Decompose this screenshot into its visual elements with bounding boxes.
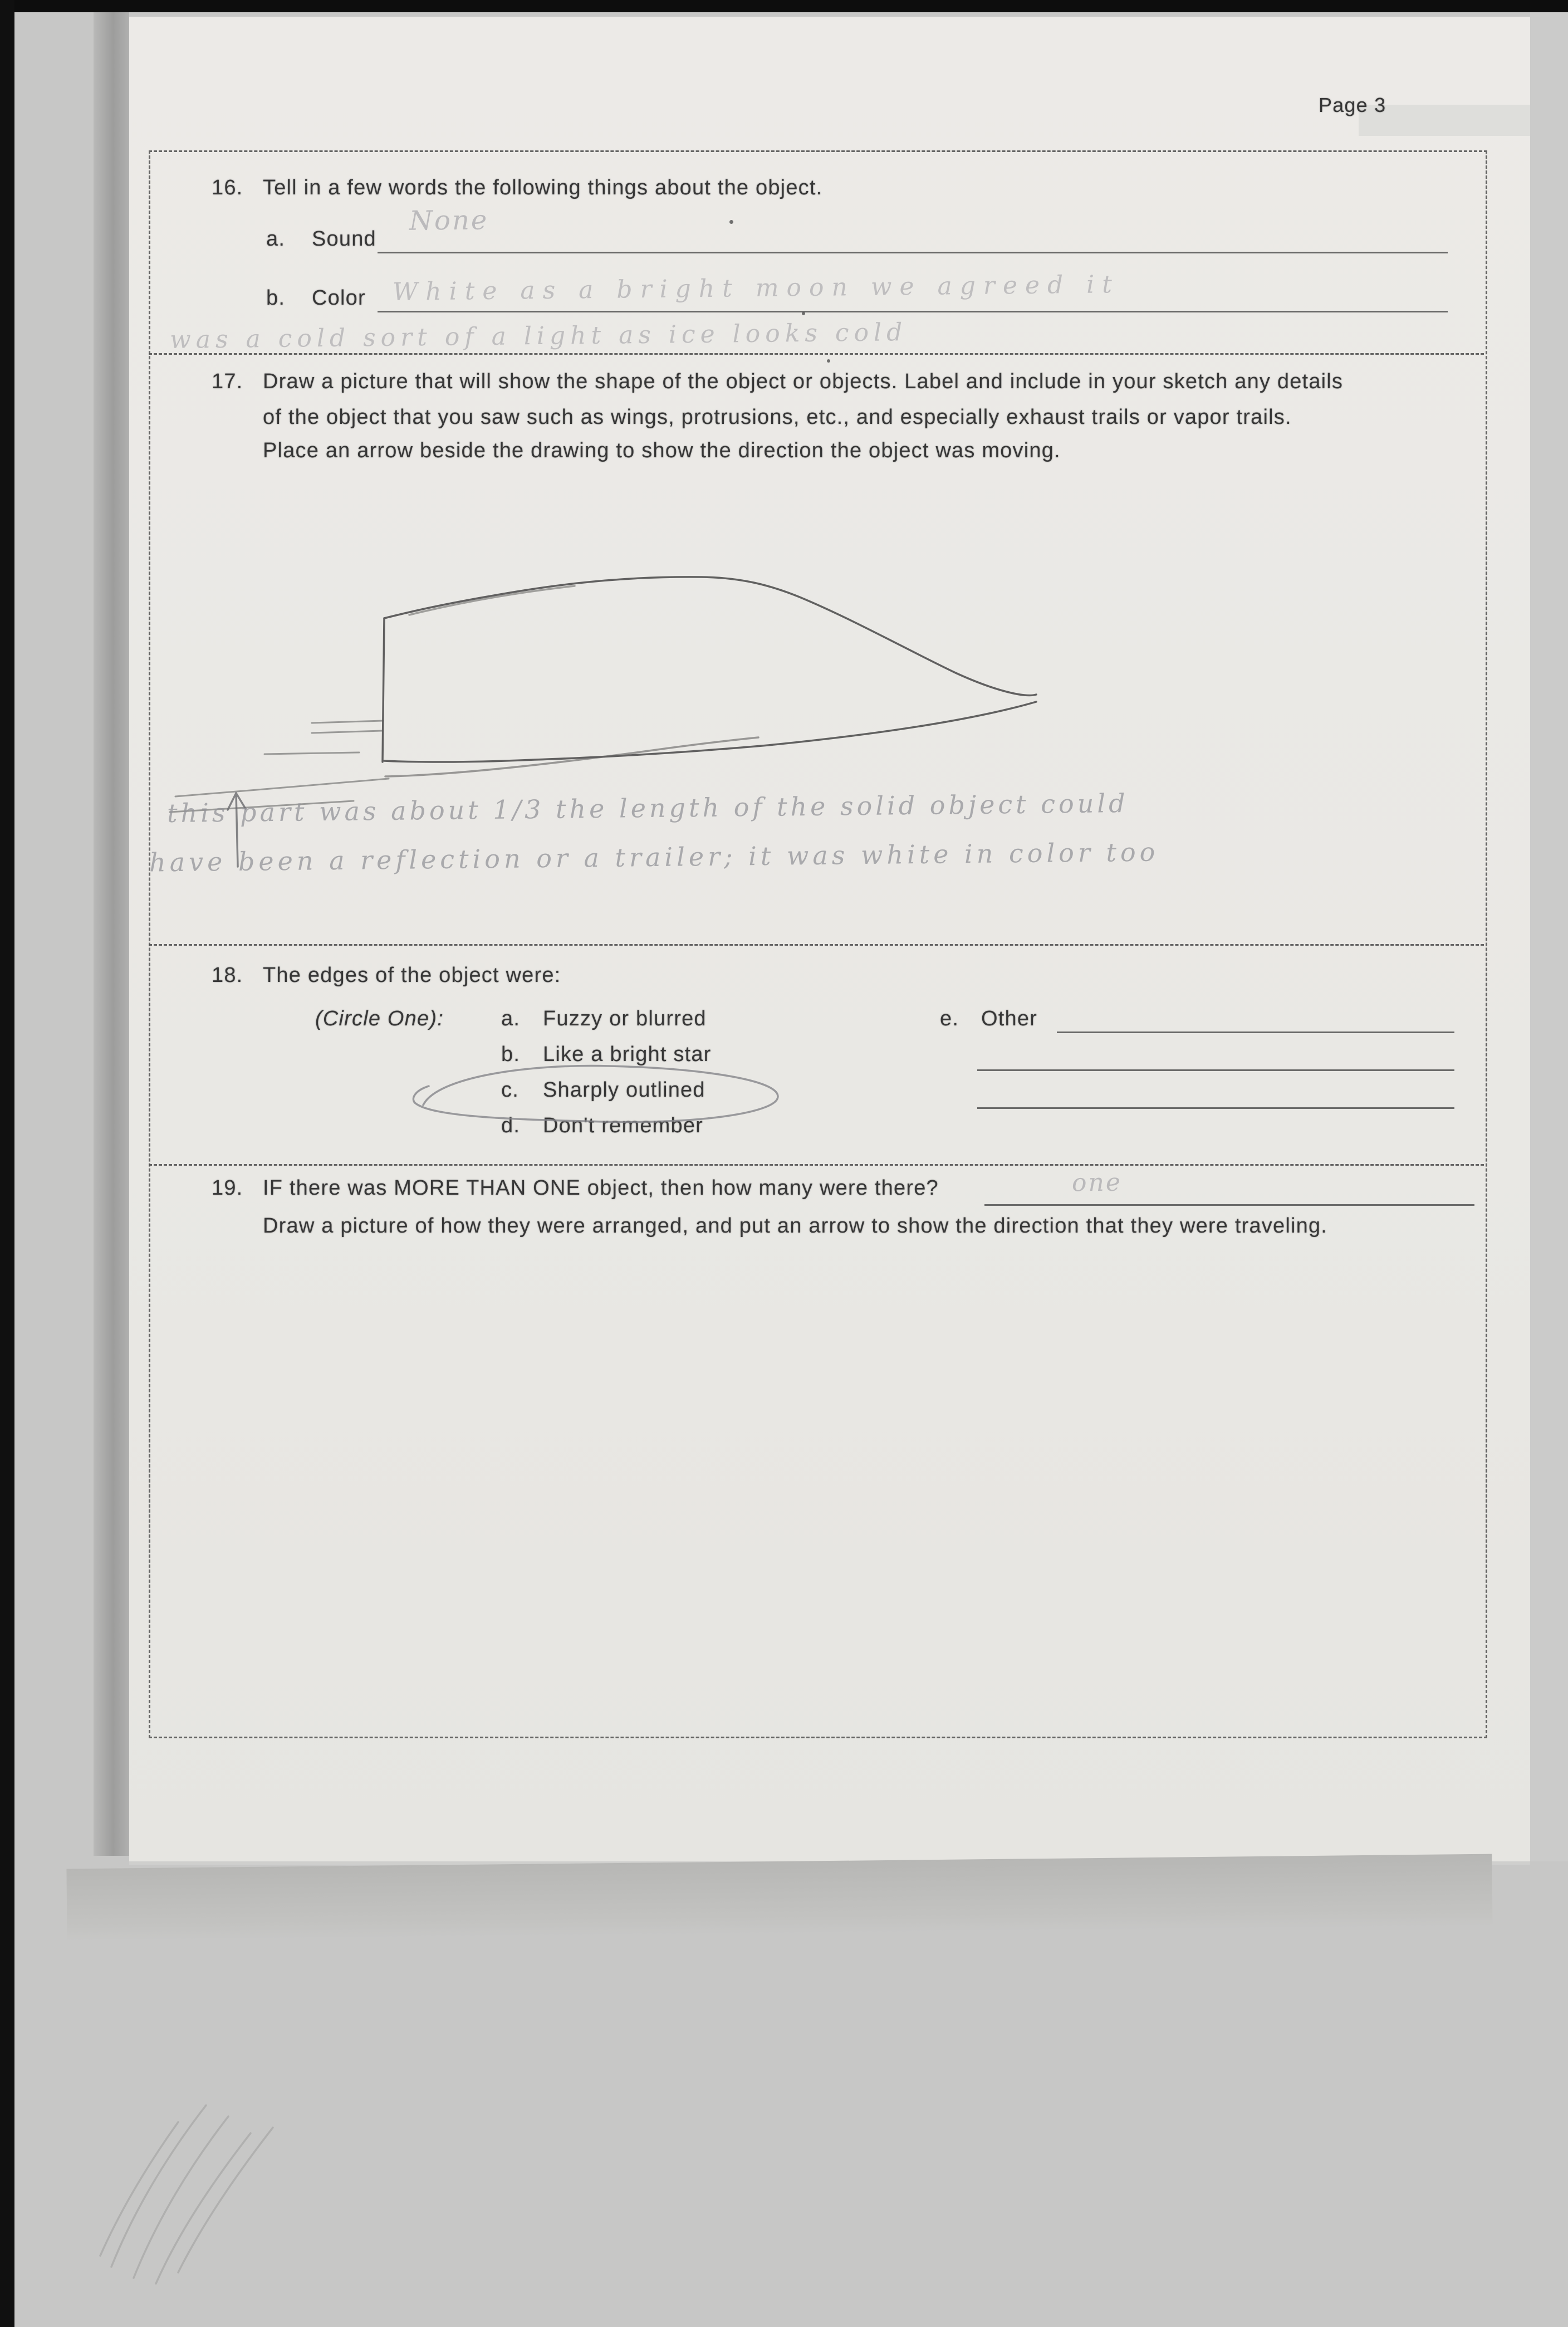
q18-option-b-label: Like a bright star [543,1043,712,1066]
sketch-trail-line [312,721,383,723]
sketch-top-contour [384,577,1036,696]
q16a-letter: a. [266,227,286,251]
q19-handwritten-answer: one [1071,1168,1123,1197]
sketch-note-line2: have been a reflection or a trailer; it was white in color too [149,837,1159,878]
sketch-bottom-contour [384,702,1036,762]
paper-bottom-shadow [66,1854,1492,1942]
q17-text-line1: Draw a picture that will show the shape of the object or objects. Label and include in your sketch any details [263,370,1344,393]
section-divider-1 [149,353,1484,355]
q16b-answer-line [378,311,1448,312]
q16a-label: Sound [312,227,376,251]
q18-option-a-letter: a. [501,1007,521,1030]
circled-answer-mark [384,1054,807,1132]
q18-option-c-label: Sharply outlined [543,1078,705,1102]
q17-text-line2: of the object that you saw such as wings, protrusions, etc., and especially exhaust trails or vapor trails. [263,405,1292,429]
section-divider-2 [149,944,1484,946]
object-sketch [145,568,1136,880]
sketch-trail-line [312,731,382,733]
q18-other-line-2 [977,1069,1454,1071]
sketch-top-double-stroke [409,586,575,615]
q16b-label: Color [312,286,366,310]
q18-option-c-letter: c. [501,1078,519,1102]
q16b-handwritten-answer-line1: White as a bright moon we agreed it [392,270,1120,306]
q19-answer-line [984,1204,1474,1206]
q18-circle-one-label: (Circle One): [315,1007,444,1030]
sketch-trail-line [175,779,389,796]
q18-option-d-letter: d. [501,1114,521,1137]
sketch-trail-line [264,752,359,754]
q16-number: 16. [212,176,243,199]
photo-shadow-band-right [1530,12,1568,1861]
photo-shadow-band-left [94,12,129,1856]
sketch-bottom-double-stroke [385,737,758,776]
q16b-handwritten-answer-line2: was a cold sort of a light as ice looks cold [169,318,908,354]
q18-option-e-letter: e. [940,1007,959,1030]
q18-number: 18. [212,964,243,987]
sketch-front-edge [383,618,384,762]
sketch-note-line1: this part was about 1/3 the length of the solid object could [166,788,1129,829]
q19-text-line1: IF there was MORE THAN ONE object, then how many were there? [263,1176,939,1200]
q19-number: 19. [212,1176,243,1200]
q18-other-line-1 [1057,1031,1454,1033]
scan-edge-left [0,0,14,2327]
q18-option-a-label: Fuzzy or blurred [543,1007,707,1030]
q17-text-line3: Place an arrow beside the drawing to show the direction the object was moving. [263,439,1061,462]
page-number: Page 3 [1319,94,1386,116]
q18-option-e-label: Other [981,1007,1038,1030]
q17-number: 17. [212,370,243,393]
q18-option-d-label: Don't remember [543,1114,704,1137]
q18-option-b-letter: b. [501,1043,521,1066]
q16-text: Tell in a few words the following things about the object. [263,176,823,199]
section-divider-3 [149,1164,1484,1166]
q19-text-line2: Draw a picture of how they were arranged, and put an arrow to show the direction that they were traveling. [263,1214,1328,1238]
q18-text: The edges of the object were: [263,964,561,987]
q16a-answer-line [378,252,1448,253]
q18-other-line-3 [977,1107,1454,1109]
photo-scratches [33,2083,345,2295]
scan-edge-top [0,0,1568,12]
q16a-handwritten-answer: None [409,204,489,237]
q16b-letter: b. [266,286,286,310]
